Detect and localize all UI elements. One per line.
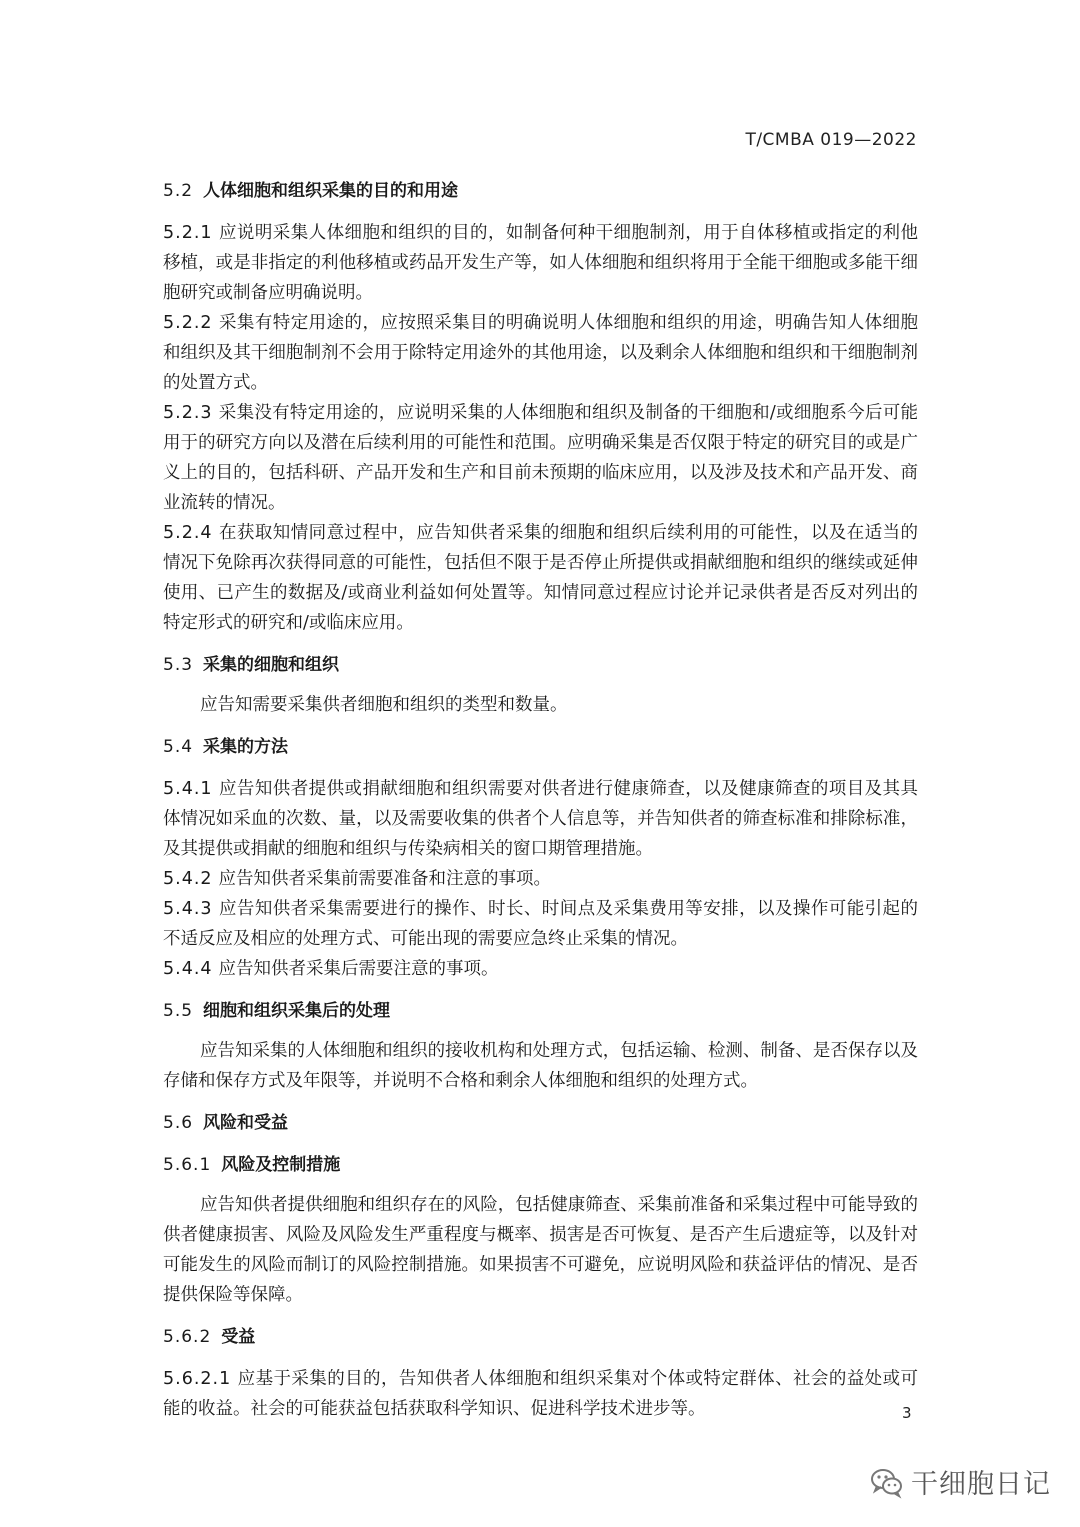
clause-paragraph	[163, 518, 918, 638]
clause-number: 5.2.3	[163, 403, 213, 423]
document-code: T/CMBA 019—2022	[745, 130, 917, 150]
clause-number: 5.2.2	[163, 313, 213, 333]
clause-text: 应基于采集的目的，告知供者人体细胞和组织采集对个体或特定群体、社会的益处或可能的收益。社会的可能获益包括获取科学知识、促进科学技术进步等。	[163, 1369, 918, 1419]
clause-paragraph	[163, 218, 918, 308]
section-number: 5.6.1	[163, 1155, 212, 1175]
section-number: 5.4	[163, 737, 194, 757]
clause-paragraph	[163, 774, 918, 864]
body-paragraph: 应告知需要采集供者细胞和组织的类型和数量。	[200, 695, 568, 715]
document-body	[163, 176, 918, 1424]
body-paragraph: 应告知采集的人体细胞和组织的接收机构和处理方式，包括运输、检测、制备、是否保存以及存储和保存方式及年限等，并说明不合格和剩余人体细胞和组织的处理方式。	[163, 1041, 918, 1091]
clause-paragraph	[163, 894, 918, 954]
section-heading	[163, 176, 918, 206]
section-title: 采集的细胞和组织	[203, 655, 340, 675]
clause-paragraph	[163, 954, 918, 984]
section-number: 5.3	[163, 655, 194, 675]
clause-number: 5.4.1	[163, 779, 213, 799]
clause-text: 在获取知情同意过程中，应告知供者采集的细胞和组织后续利用的可能性，以及在适当的情况下免除再次获得同意的可能性，包括但不限于是否停止所提供或捐献细胞和组织的继续或延伸使用、已产生的数据及/或商业利益如何处置等。知情同意过程应讨论并记录供者是否反对列出的特定形式的研究和/或临床应用。	[163, 523, 918, 633]
clause-text: 应说明采集人体细胞和组织的目的，如制备何种干细胞制剂，用于自体移植或指定的利他移植，或是非指定的利他移植或药品开发生产等，如人体细胞和组织将用于全能干细胞或多能干细胞研究或制备应明确说明。	[163, 223, 918, 303]
clause-number: 5.6.2.1	[163, 1369, 232, 1389]
section-title: 风险及控制措施	[221, 1155, 341, 1175]
section-title: 人体细胞和组织采集的目的和用途	[203, 181, 459, 201]
section-number: 5.6.2	[163, 1327, 212, 1347]
section-title: 采集的方法	[203, 737, 289, 757]
clause-paragraph	[163, 864, 918, 894]
clause-number: 5.4.3	[163, 899, 213, 919]
page-number: 3	[902, 1404, 912, 1422]
clause-paragraph	[163, 308, 918, 398]
section-number: 5.6	[163, 1113, 194, 1133]
section-heading	[163, 1108, 918, 1138]
wechat-icon	[869, 1464, 905, 1500]
body-paragraph: 应告知供者提供细胞和组织存在的风险，包括健康筛查、采集前准备和采集过程中可能导致的供者健康损害、风险及风险发生严重程度与概率、损害是否可恢复、是否产生后遗症等，以及针对可能发生的风险而制订的风险控制措施。如果损害不可避免，应说明风险和获益评估的情况、是否提供保险等保障。	[163, 1195, 918, 1305]
subsection-heading	[163, 1322, 918, 1352]
section-title: 风险和受益	[203, 1113, 289, 1133]
clause-text: 应告知供者采集需要进行的操作、时长、时间点及采集费用等安排，以及操作可能引起的不适反应及相应的处理方式、可能出现的需要应急终止采集的情况。	[163, 899, 918, 949]
clause-text: 应告知供者提供或捐献细胞和组织需要对供者进行健康筛查，以及健康筛查的项目及其具体情况如采血的次数、量，以及需要收集的供者个人信息等，并告知供者的筛查标准和排除标准，及其提供或捐献的细胞和组织与传染病相关的窗口期管理措施。	[163, 779, 918, 859]
clause-number: 5.4.2	[163, 869, 213, 889]
clause-paragraph	[163, 398, 918, 518]
section-number: 5.5	[163, 1001, 194, 1021]
section-number: 5.2	[163, 181, 194, 201]
section-heading	[163, 996, 918, 1026]
subsection-heading	[163, 1150, 918, 1180]
section-title: 受益	[221, 1327, 256, 1347]
section-heading	[163, 732, 918, 762]
watermark-text: 干细胞日记	[911, 1469, 1051, 1500]
clause-number: 5.2.4	[163, 523, 213, 543]
section-heading	[163, 650, 918, 680]
clause-text: 应告知供者采集后需要注意的事项。	[218, 959, 499, 979]
clause-number: 5.4.4	[163, 959, 213, 979]
watermark	[869, 1462, 1051, 1501]
clause-text: 采集有特定用途的，应按照采集目的明确说明人体细胞和组织的用途，明确告知人体细胞和组织及其干细胞制剂不会用于除特定用途外的其他用途，以及剩余人体细胞和组织和干细胞制剂的处置方式。	[163, 313, 918, 393]
clause-text: 采集没有特定用途的，应说明采集的人体细胞和组织及制备的干细胞和/或细胞系今后可能用于的研究方向以及潜在后续利用的可能性和范围。应明确采集是否仅限于特定的研究目的或是广义上的目的，包括科研、产品开发和生产和目前未预期的临床应用，以及涉及技术和产品开发、商业流转的情况。	[163, 403, 918, 513]
clause-number: 5.2.1	[163, 223, 213, 243]
clause-text: 应告知供者采集前需要准备和注意的事项。	[218, 869, 552, 889]
clause-paragraph	[163, 1364, 918, 1424]
section-title: 细胞和组织采集后的处理	[203, 1001, 391, 1021]
